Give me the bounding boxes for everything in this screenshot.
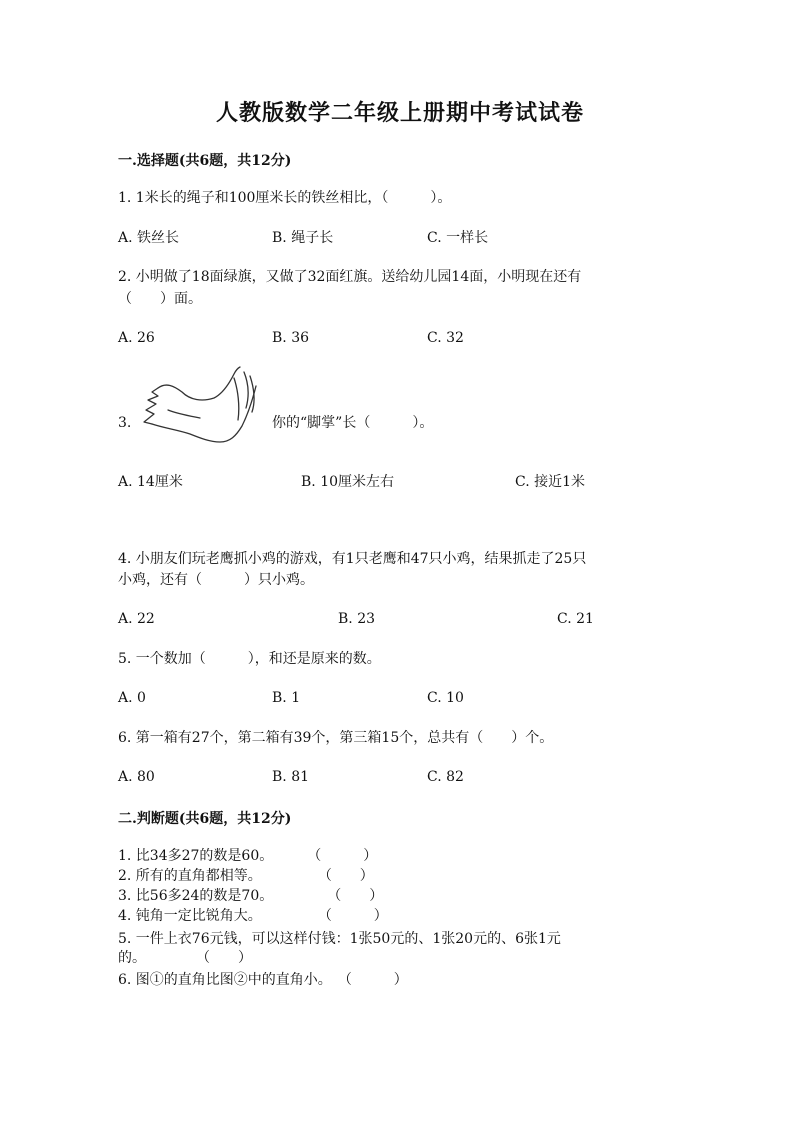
q2-option-b: B. 36 [272, 330, 310, 346]
judge-item-2 [118, 866, 374, 886]
question-2-line-2: （ ）面。 [118, 291, 202, 307]
q2-option-c: C. 32 [427, 330, 464, 346]
q5-option-b: B. 1 [272, 690, 301, 706]
q5-option-c: C. 10 [427, 690, 464, 706]
judge-item-5-line-2 [118, 948, 252, 968]
section-heading-choice: 一.选择题(共6题，共12分) [118, 153, 292, 169]
judge-item-1 [118, 846, 377, 866]
q4-option-c: C. 21 [557, 611, 594, 627]
judge-item-text: 6. 图①的直角比图②中的直角小。 [118, 972, 332, 988]
judge-item-blank: （ ） [317, 868, 374, 884]
q3-option-a: A. 14厘米 [118, 474, 183, 490]
judge-item-4 [118, 906, 388, 926]
question-4-line-2: 小鸡，还有（ ）只小鸡。 [118, 572, 314, 588]
q6-option-a: A. 80 [118, 769, 155, 785]
judge-item-3 [118, 886, 383, 906]
q1-option-b: B. 绳子长 [272, 230, 334, 246]
page-title: 人教版数学二年级上册期中考试试卷 [215, 100, 584, 126]
judge-item-6 [118, 970, 408, 990]
judge-item-text: 2. 所有的直角都相等。 [118, 868, 262, 884]
q1-option-c: C. 一样长 [427, 230, 489, 246]
question-3-text: 你的“脚掌”长（ ）。 [272, 415, 434, 431]
q2-option-a: A. 26 [118, 330, 155, 346]
foot-sketch-icon [138, 366, 268, 446]
q3-option-b: B. 10厘米左右 [301, 474, 395, 490]
judge-item-blank: （ ） [327, 888, 384, 904]
judge-item-text: 1. 比34多27的数是60。 [118, 848, 274, 864]
question-4-line-1: 4. 小朋友们玩老鹰抓小鸡的游戏，有1只老鹰和47只小鸡，结果抓走了25只 [118, 551, 587, 567]
q4-option-a: A. 22 [118, 611, 155, 627]
q1-option-a: A. 铁丝长 [118, 230, 180, 246]
question-6: 6. 第一箱有27个，第二箱有39个，第三箱15个，总共有（ ）个。 [118, 730, 554, 746]
question-3-number: 3. [118, 415, 132, 431]
q4-option-b: B. 23 [338, 611, 376, 627]
question-5: 5. 一个数加（ ），和还是原来的数。 [118, 651, 381, 667]
judge-item-text: 的。 [118, 950, 146, 966]
question-1: 1. 1米长的绳子和100厘米长的铁丝相比，（ ）。 [118, 190, 452, 206]
judge-item-blank: （ ） [317, 908, 388, 924]
judge-item-text: 3. 比56多24的数是70。 [118, 888, 274, 904]
judge-item-blank: （ ） [196, 950, 252, 966]
judge-item-blank: （ ） [337, 972, 408, 988]
q3-option-c: C. 接近1米 [515, 474, 586, 490]
judge-item-blank: （ ） [307, 848, 378, 864]
judge-item-text: 4. 钝角一定比锐角大。 [118, 908, 262, 924]
judge-item-text: 5. 一件上衣76元钱，可以这样付钱：1张50元的、1张20元的、6张1元 [118, 931, 561, 947]
section-heading-judge: 二.判断题(共6题，共12分) [118, 811, 292, 827]
judge-item-5-line-1 [118, 929, 561, 949]
q5-option-a: A. 0 [118, 690, 146, 706]
question-2-line-1: 2. 小明做了18面绿旗，又做了32面红旗。送给幼儿园14面，小明现在还有 [118, 269, 582, 285]
q6-option-c: C. 82 [427, 769, 464, 785]
q6-option-b: B. 81 [272, 769, 310, 785]
